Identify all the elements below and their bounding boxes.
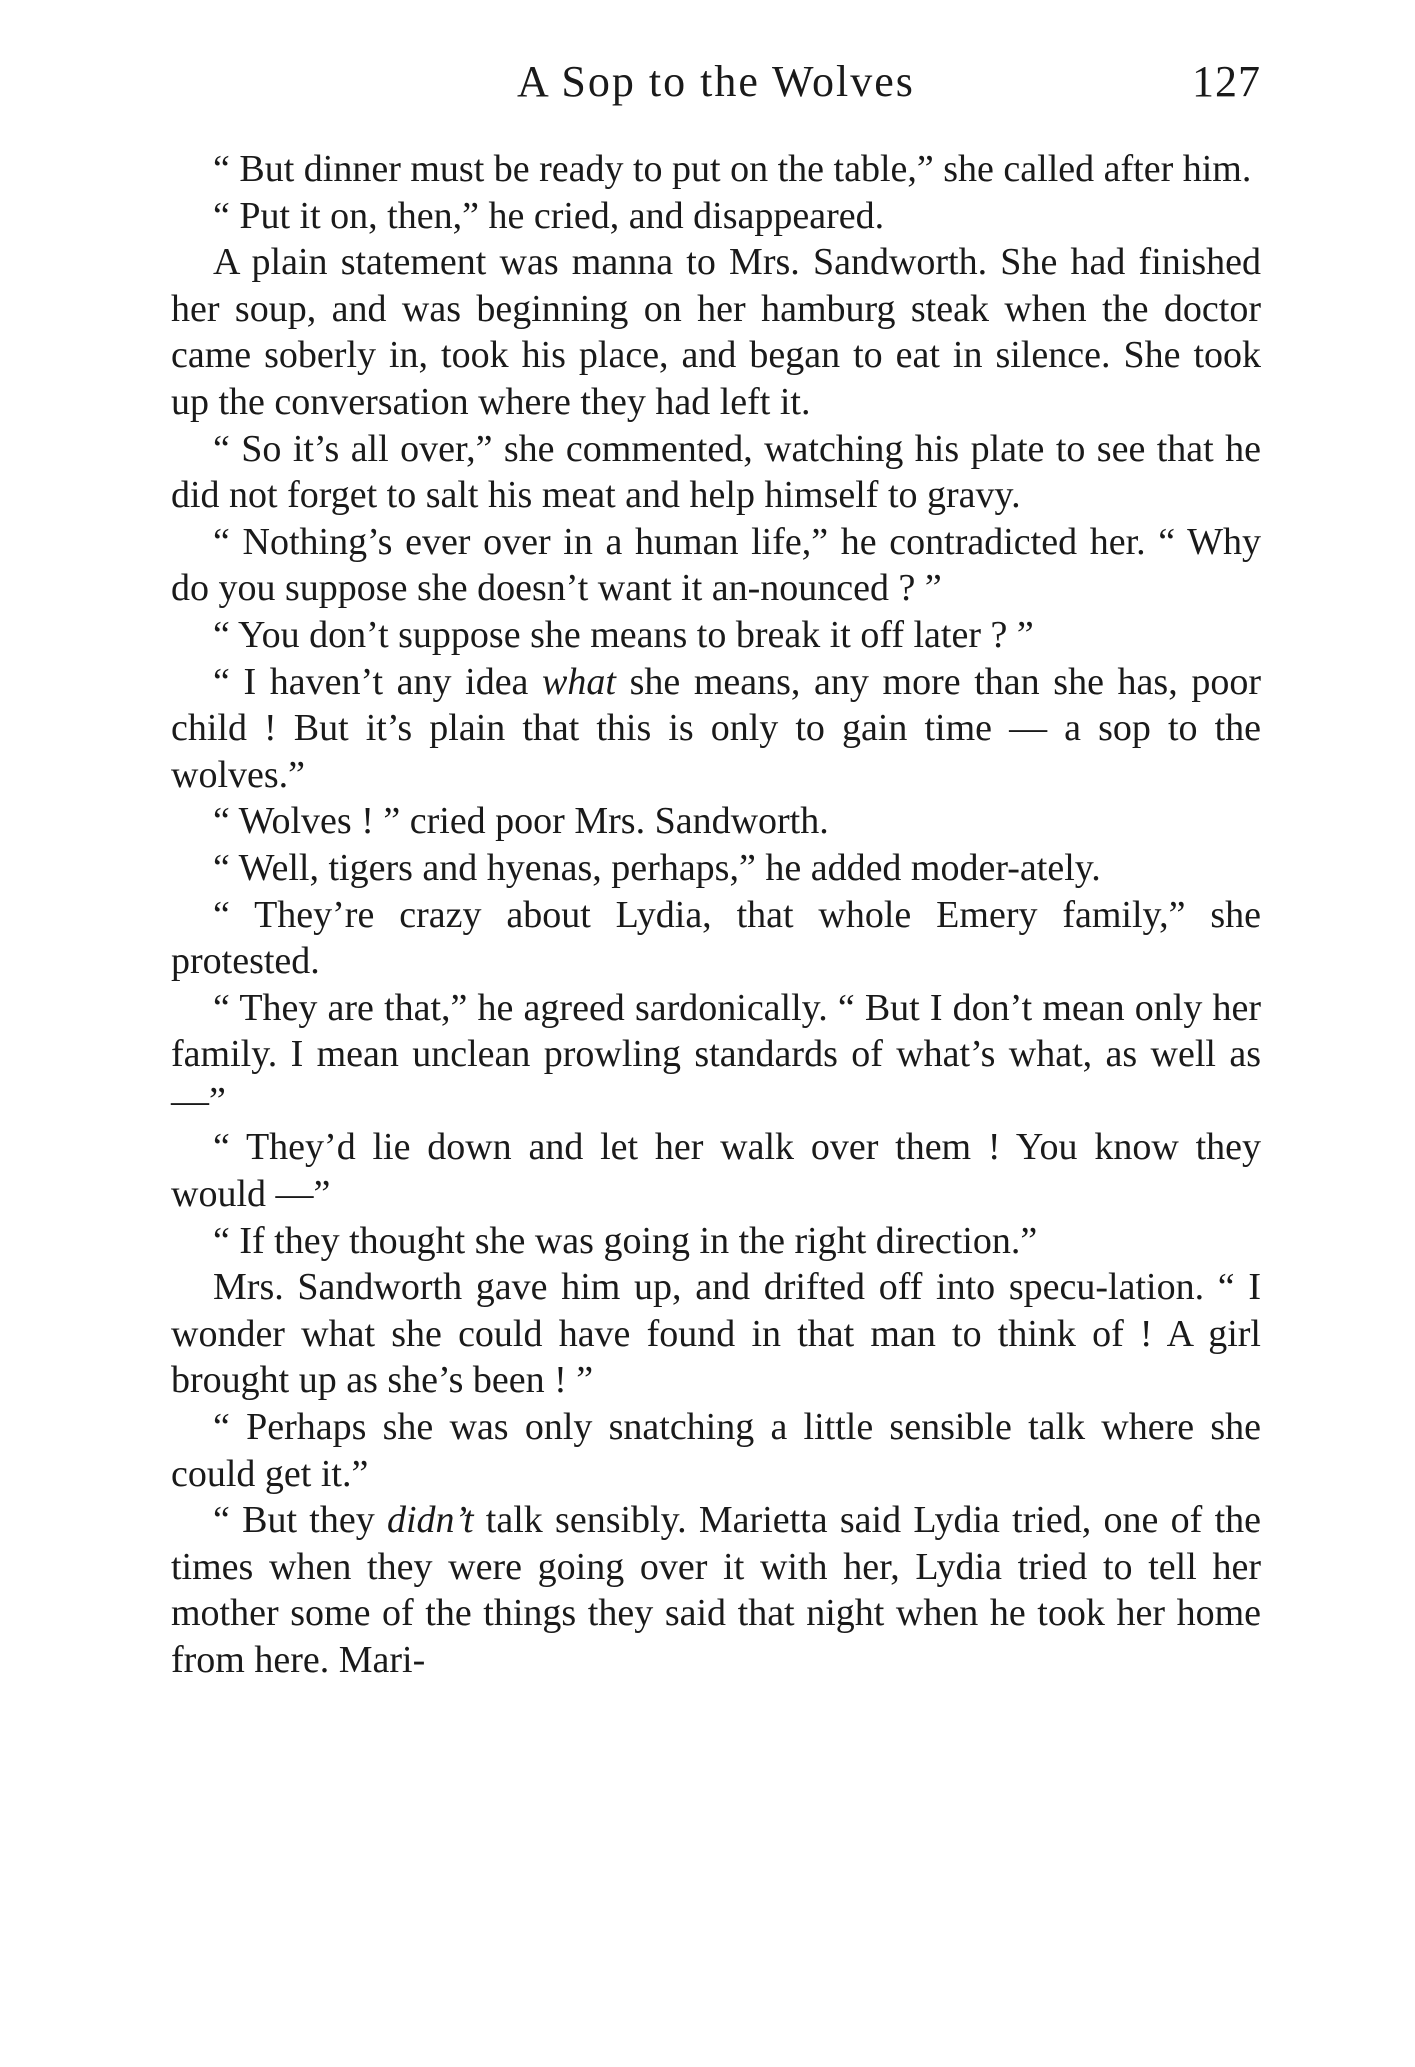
paragraph: “ They’d lie down and let her walk over them ! You know they would —” (171, 1126, 1261, 1216)
paragraph-text: talk sensibly. Marietta said Lydia tried, one of the times when they were going over it with her, Lydia tried to tell her mother some of the things they said that night when he took her home from here. Mari- (171, 1499, 1261, 1681)
running-header (171, 52, 1261, 112)
emphasis-text: what (542, 660, 616, 703)
paragraph: “ Wolves ! ” cried poor Mrs. Sandworth. (213, 800, 829, 843)
paragraph (171, 659, 1261, 799)
body-text (171, 146, 1261, 1684)
paragraph-text: “ I haven’t any idea (213, 660, 543, 703)
paragraph-text: “ But they (213, 1499, 387, 1542)
paragraph: “ You don’t suppose she means to break it off later ? ” (213, 613, 1034, 656)
paragraph: “ They are that,” he agreed sardonically. “ But I don’t mean only her family. I mean unclean prowling standards of what’s what, as well as —” (171, 986, 1261, 1122)
page-number: 127 (1192, 57, 1261, 106)
paragraph (171, 1497, 1261, 1683)
paragraph: Mrs. Sandworth gave him up, and drifted off into specu-lation. “ I wonder what she could have found in that man to think of ! A girl brought up as she’s been ! ” (171, 1266, 1261, 1402)
paragraph: “ But dinner must be ready to put on the table,” she called after him. (213, 148, 1252, 190)
paragraph: “ If they thought she was going in the right direction.” (213, 1219, 1038, 1262)
paragraph-text: she means, any more than she has, poor child ! But it’s plain that this is only to gain time — a sop to the wolves.” (171, 660, 1261, 796)
paragraph: “ They’re crazy about Lydia, that whole Emery family,” she protested. (171, 893, 1261, 983)
paragraph: A plain statement was manna to Mrs. Sandworth. She had finished her soup, and was beginning on her hamburg steak when the doctor came soberly in, took his place, and began to eat in silence. She took up the conversation where they had left it. (171, 241, 1261, 423)
paragraph: “ So it’s all over,” she commented, watching his plate to see that he did not forget to salt his meat and help himself to gravy. (171, 427, 1261, 517)
paragraph: “ Put it on, then,” he cried, and disappeared. (213, 194, 885, 237)
running-title: A Sop to the Wolves (517, 57, 915, 106)
paragraph: “ Nothing’s ever over in a human life,” he contradicted her. “ Why do you suppose she doesn’t want it an-nounced ? ” (171, 520, 1261, 610)
paragraph: “ Perhaps she was only snatching a little sensible talk where she could get it.” (171, 1406, 1261, 1495)
paragraph: “ Well, tigers and hyenas, perhaps,” he added moder-ately. (213, 846, 1101, 889)
emphasis-text: didn’t (386, 1499, 474, 1542)
